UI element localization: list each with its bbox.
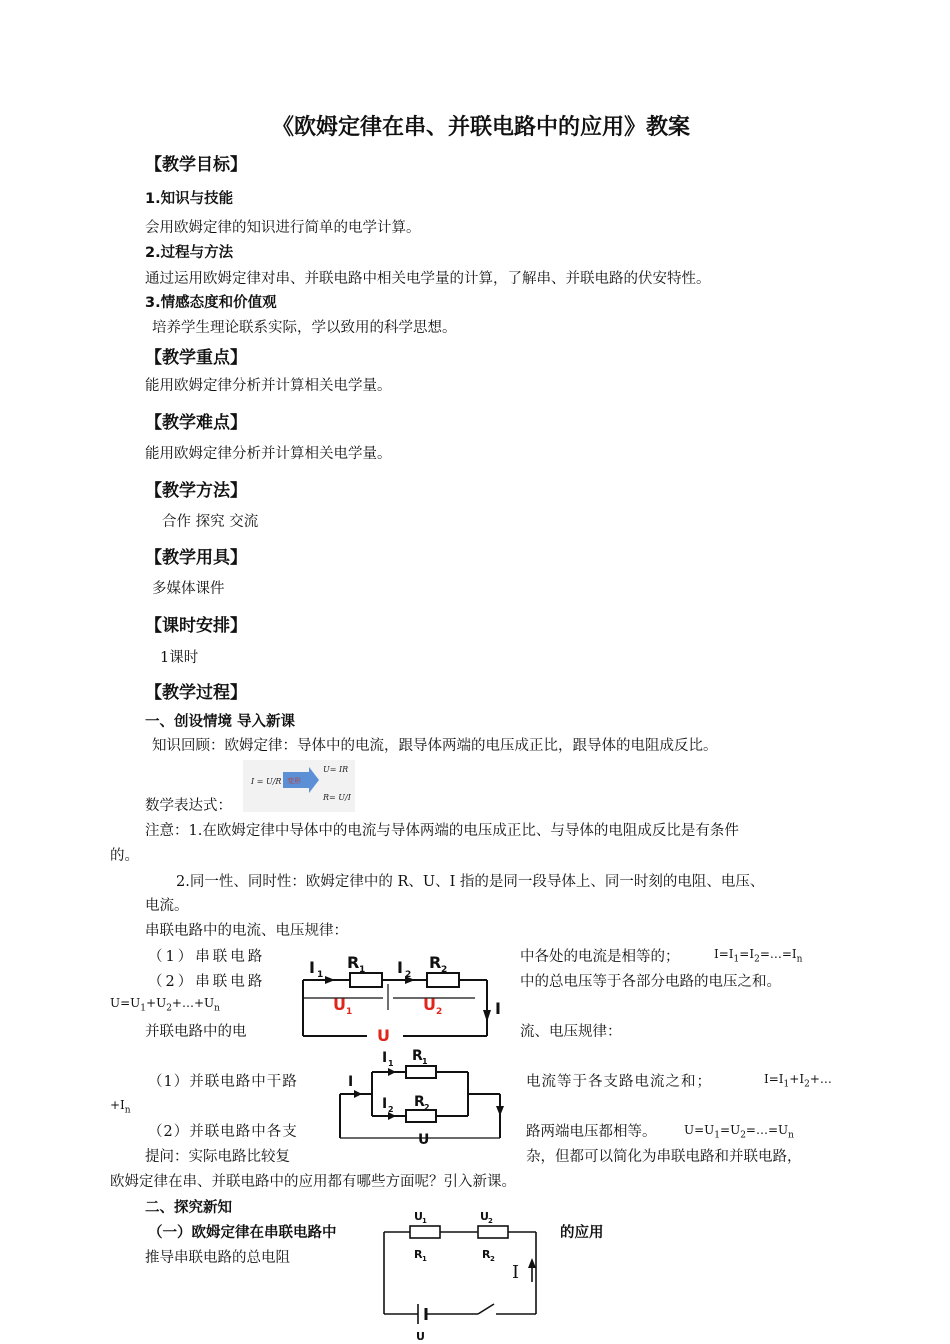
bottom-R1-label: R (414, 1248, 423, 1261)
series-rule: 串联电路中的电流、电压规律： (145, 923, 348, 939)
parallel-U-label: U (418, 1132, 430, 1148)
subsection1-a: （一）欧姆定律在串联电路中 (148, 1225, 337, 1241)
series-resistance-figure (378, 1206, 548, 1344)
svg-text:1: 1 (422, 1217, 427, 1225)
series-item1-a: （1）串联电路 (148, 949, 266, 965)
parallel-current-formula-b: $+I_n$ (110, 1098, 131, 1116)
series-R2-label: R (429, 953, 442, 972)
parallel-current-formula-a: $I=I_1+I_2+\dots$ (764, 1072, 832, 1090)
svg-text:1: 1 (346, 1007, 353, 1017)
svg-text:1: 1 (317, 970, 324, 980)
review-text: 知识回顾：欧姆定律：导体中的电流，跟导体两端的电压成正比，跟导体的电阻成反比。 (152, 738, 718, 754)
svg-text:2: 2 (436, 1007, 443, 1017)
svg-text:2: 2 (405, 970, 412, 980)
series-item1-b: 中各处的电流是相等的； (520, 949, 680, 965)
process-method-title: 2.过程与方法 (145, 245, 234, 261)
objectives-heading: 【教学目标】 (145, 155, 247, 175)
document-title: 《欧姆定律在串、并联电路中的应用》教案 (272, 115, 691, 140)
process-heading: 【教学过程】 (145, 683, 247, 703)
bottom-U-label: U (416, 1330, 425, 1343)
series-item2-b: 中的总电压等于各部分电路的电压之和。 (520, 974, 781, 990)
difficulties-text: 能用欧姆定律分析并计算相关电学量。 (145, 446, 392, 462)
parallel-item1-b: 电流等于各支路电流之和； (526, 1074, 712, 1090)
bottom-U2-label: U (480, 1210, 489, 1223)
svg-text:1: 1 (388, 1059, 394, 1068)
series-U2-label: U (423, 995, 436, 1014)
note1-line1: 注意：1.在欧姆定律中导体中的电流与导体两端的电压成正比、与导体的电阻成反比是有条件 (145, 823, 739, 839)
ohm-formula-figure (243, 760, 355, 812)
series-R1-label: R (347, 953, 360, 972)
methods-text: 合作 探究 交流 (162, 514, 259, 530)
attitude-text: 培养学生理论联系实际，学以致用的科学思想。 (152, 320, 457, 336)
formula-r: R= U/I (323, 793, 351, 802)
subsection1-b: 的应用 (560, 1225, 604, 1241)
parallel-item2-b: 路两端电压都相等。 (526, 1124, 657, 1140)
schedule-heading: 【课时安排】 (145, 616, 247, 636)
series-U-label: U (377, 1026, 390, 1045)
parallel-I-label: I (348, 1074, 354, 1090)
attitude-title: 3.情感态度和价值观 (145, 295, 277, 311)
note2-line2: 电流。 (145, 898, 189, 914)
parallel-rule-a: 并联电路中的电 (145, 1024, 247, 1040)
question-b: 杂，但都可以简化为串联电路和并联电路， (526, 1149, 802, 1165)
parallel-item1-a: （1）并联电路中干路 (148, 1074, 298, 1090)
bottom-U1-label: U (414, 1210, 423, 1223)
series-voltage-formula: $U=U_1+U_2+\dots+U_n$ (110, 996, 220, 1014)
tools-heading: 【教学用具】 (145, 548, 247, 568)
schedule-text: 1课时 (160, 650, 199, 666)
svg-text:2: 2 (441, 965, 448, 975)
difficulties-heading: 【教学难点】 (145, 413, 247, 433)
question-c: 欧姆定律在串、并联电路中的应用都有哪些方面呢？引入新课。 (110, 1174, 516, 1190)
parallel-R2-label: R (414, 1094, 425, 1110)
tools-text: 多媒体课件 (152, 581, 225, 597)
series-I2-label: I (397, 958, 403, 977)
parallel-circuit-figure (336, 1044, 504, 1148)
expr-label: 数学表达式： (145, 798, 232, 814)
svg-text:1: 1 (422, 1255, 427, 1263)
parallel-I1-label: I (382, 1050, 388, 1066)
methods-heading: 【教学方法】 (145, 481, 247, 501)
formula-arrow-label: 变形 (287, 777, 301, 785)
note2-line1: 2.同一性、同时性：欧姆定律中的 R、U、I 指的是同一段导体上、同一时刻的电阻、电压、 (176, 874, 765, 890)
svg-text:2: 2 (488, 1217, 493, 1225)
parallel-voltage-formula: $U=U_1=U_2=\dots=U_n$ (684, 1123, 794, 1141)
key-points-heading: 【教学重点】 (145, 348, 247, 368)
parallel-R1-label: R (412, 1048, 423, 1064)
series-I1-label: I (309, 958, 315, 977)
series-item2-a: （2）串联电路 (148, 974, 266, 990)
question-a: 提问：实际电路比较复 (145, 1149, 290, 1165)
derive-text: 推导串联电路的总电阻 (145, 1250, 290, 1266)
svg-text:2: 2 (490, 1255, 495, 1263)
svg-text:2: 2 (388, 1105, 394, 1114)
series-current-formula: $I=I_1=I_2=\dots=I_n$ (714, 947, 803, 965)
section1-title: 一、创设情境 导入新课 (145, 714, 296, 730)
svg-text:1: 1 (359, 965, 366, 975)
note1-line2: 的。 (110, 848, 139, 864)
formula-u: U= IR (323, 765, 349, 774)
series-I-label: I (495, 999, 501, 1018)
series-circuit-figure (295, 948, 501, 1045)
knowledge-title: 1.知识与技能 (145, 191, 234, 207)
section2-title: 二、探究新知 (145, 1200, 232, 1216)
formula-left: I = U/R (251, 777, 282, 786)
parallel-item2-a: （2）并联电路中各支 (148, 1124, 298, 1140)
svg-text:2: 2 (424, 1103, 430, 1112)
bottom-R2-label: R (482, 1248, 491, 1261)
bottom-I-label: I (512, 1262, 520, 1283)
parallel-I2-label: I (382, 1096, 388, 1112)
process-method-text: 通过运用欧姆定律对串、并联电路中相关电学量的计算，了解串、并联电路的伏安特性。 (145, 271, 711, 287)
knowledge-text: 会用欧姆定律的知识进行简单的电学计算。 (145, 220, 421, 236)
key-points-text: 能用欧姆定律分析并计算相关电学量。 (145, 378, 392, 394)
svg-text:1: 1 (422, 1057, 428, 1066)
parallel-rule-b: 流、电压规律： (520, 1024, 622, 1040)
series-U1-label: U (333, 995, 346, 1014)
